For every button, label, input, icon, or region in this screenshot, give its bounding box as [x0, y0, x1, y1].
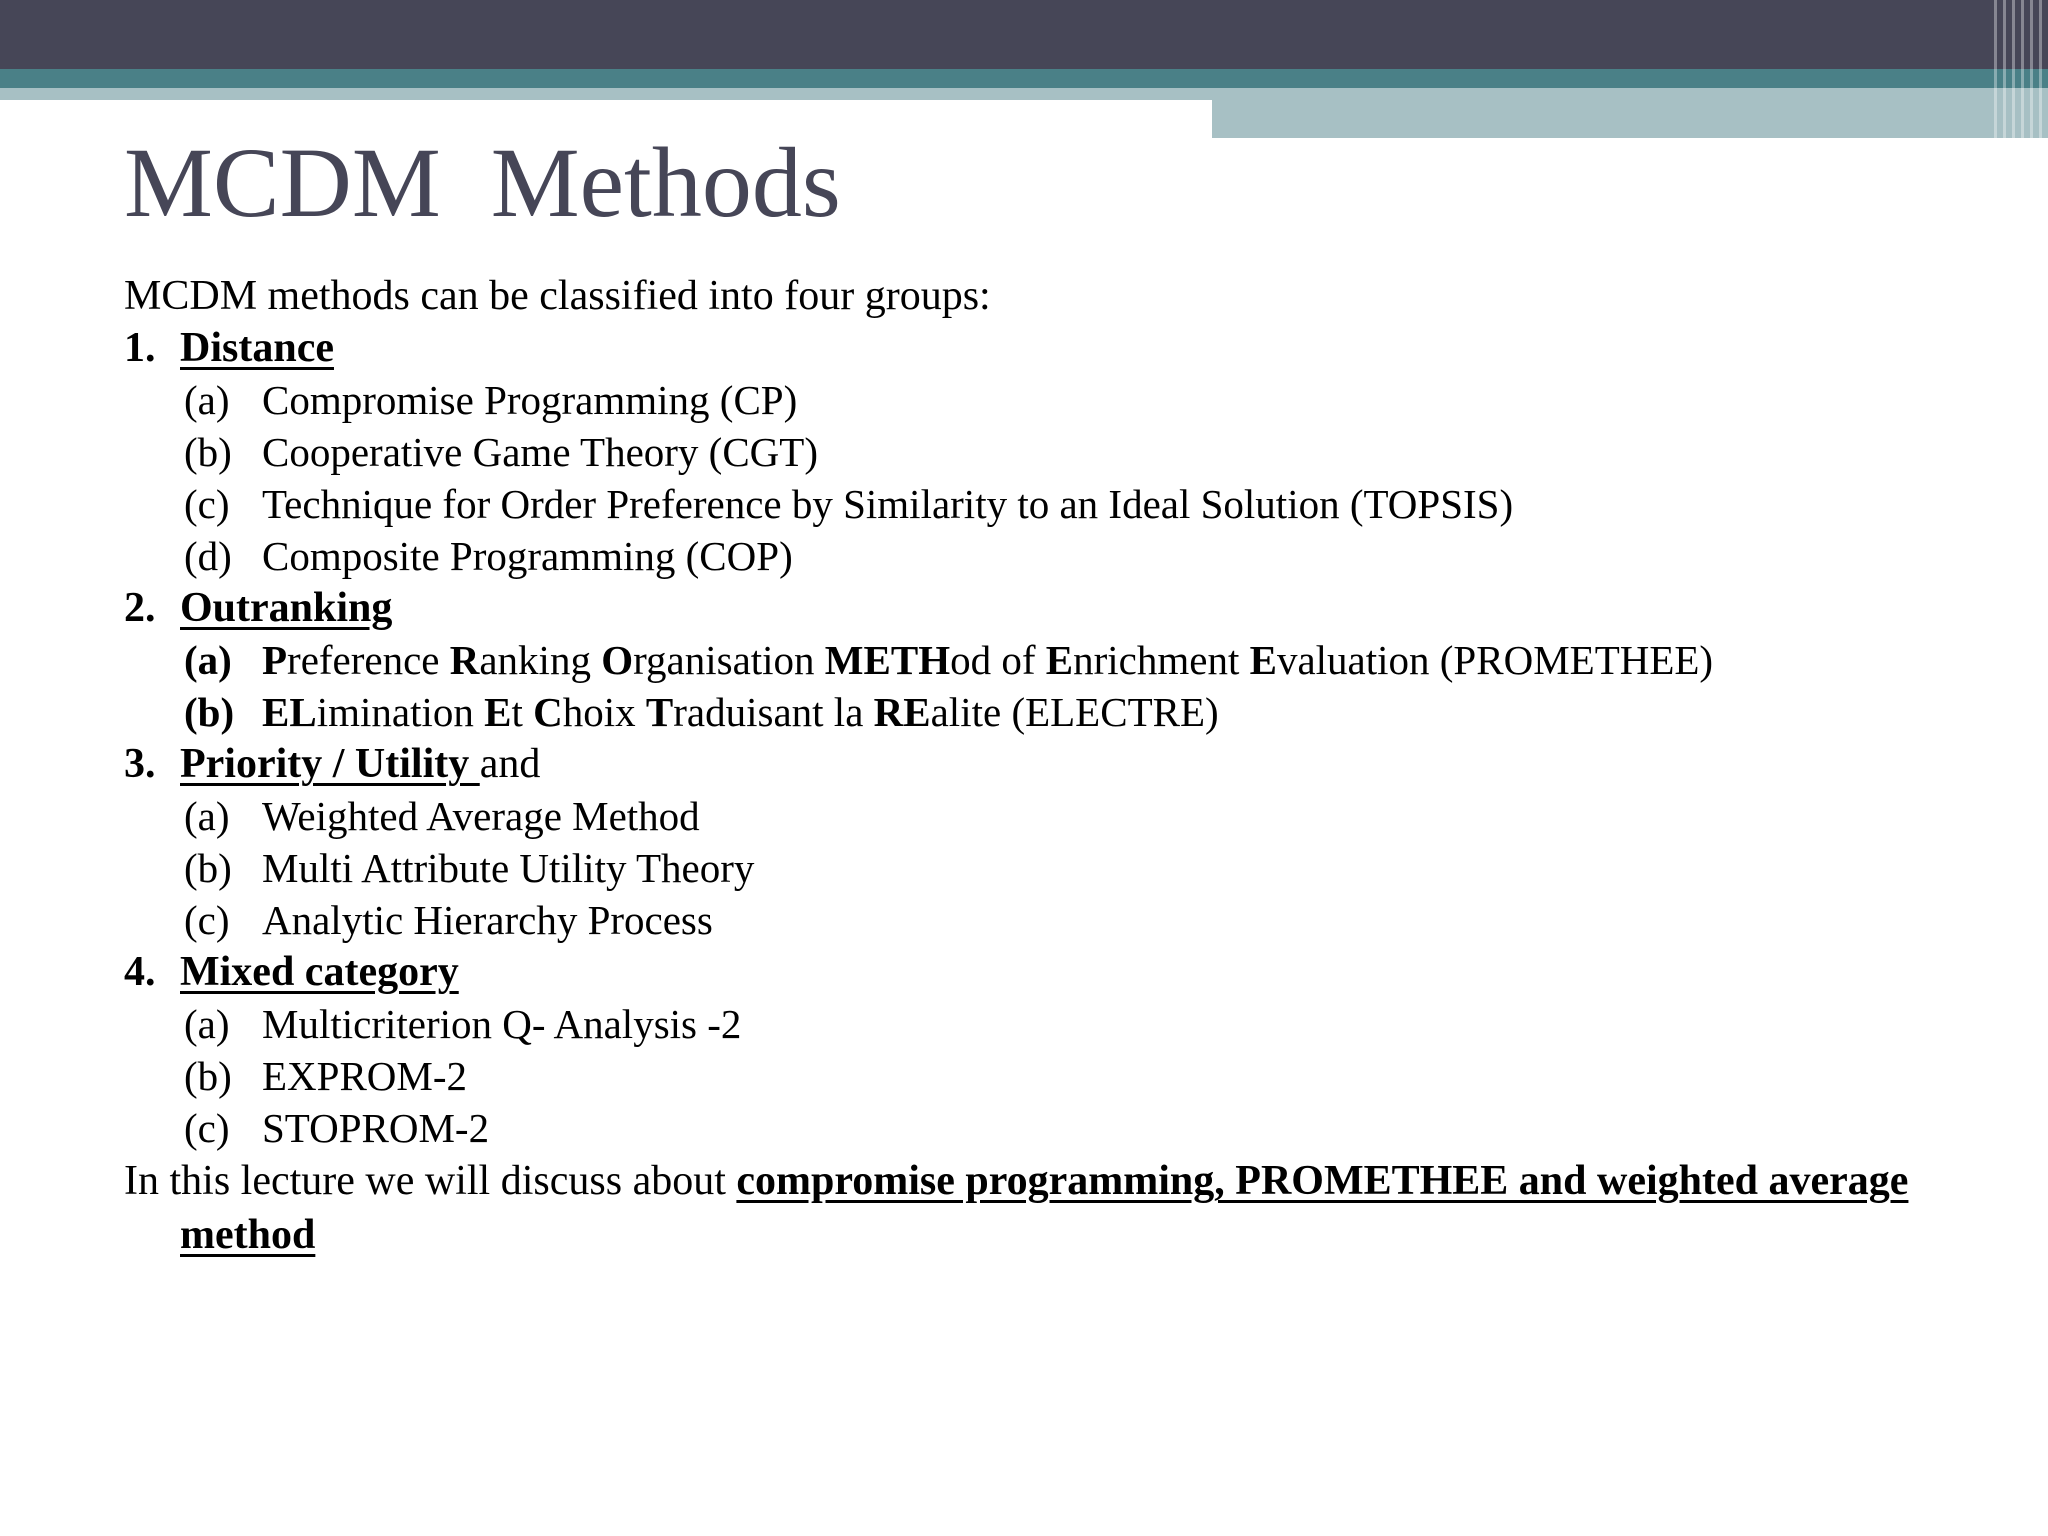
intro-text: MCDM methods can be classified into four groups: — [124, 273, 991, 319]
group-name: Outranking — [180, 585, 393, 631]
item-mark: (c) — [184, 897, 230, 943]
item-text: STOPROM-2 — [262, 1105, 490, 1151]
header-edge-stripes — [1988, 0, 2048, 138]
list-item — [124, 478, 1984, 530]
item-mark: (b) — [184, 689, 235, 735]
item-text: Compromise Programming (CP) — [262, 377, 798, 423]
item-text: Multicriterion Q- Analysis -2 — [262, 1001, 742, 1047]
conclusion-emphasis: compromise programming, PROMETHEE and weighted average method — [180, 1158, 1909, 1258]
list-item — [124, 530, 1984, 582]
header-dark-bar — [0, 0, 2048, 69]
group-heading-outranking — [124, 582, 1984, 634]
item-mark: (a) — [184, 1001, 230, 1047]
item-text: Weighted Average Method — [262, 793, 700, 839]
item-mark: (b) — [184, 845, 232, 891]
item-mark: (c) — [184, 1105, 230, 1151]
group-heading-mixed-category — [124, 946, 1984, 998]
group-heading-distance — [124, 322, 1984, 374]
item-mark: (b) — [184, 429, 232, 475]
slide-content — [124, 270, 1984, 1262]
item-text: Cooperative Game Theory (CGT) — [262, 429, 818, 475]
list-item — [124, 842, 1984, 894]
item-text: Composite Programming (COP) — [262, 533, 793, 579]
group-number: 2. — [124, 585, 156, 631]
list-item — [124, 426, 1984, 478]
list-item — [124, 374, 1984, 426]
slide-title: MCDM Methods — [124, 127, 841, 238]
list-item — [124, 1050, 1984, 1102]
header-light-bar-right — [1212, 88, 2048, 138]
group-name: Mixed category — [180, 949, 459, 995]
item-text: Technique for Order Preference by Similarity to an Ideal Solution (TOPSIS) — [262, 481, 1514, 527]
conclusion-prefix: In this lecture we will discuss about — [124, 1158, 737, 1204]
item-mark: (a) — [184, 637, 232, 683]
group-number: 1. — [124, 325, 156, 371]
item-mark: (c) — [184, 481, 230, 527]
item-text: Preference Ranking Organisation METHod of Enrichment Evaluation (PROMETHEE) — [262, 637, 1714, 683]
header-light-bar-left — [0, 88, 1212, 100]
item-mark: (b) — [184, 1053, 232, 1099]
group-number: 3. — [124, 741, 156, 787]
group-name: Priority / Utility — [180, 741, 480, 787]
conclusion-text — [124, 1154, 1980, 1262]
group-name: Distance — [180, 325, 334, 371]
group-heading-priority-utility — [124, 738, 1984, 790]
list-item — [124, 894, 1984, 946]
item-text: Analytic Hierarchy Process — [262, 897, 713, 943]
list-item — [124, 1102, 1984, 1154]
list-item-promethee — [124, 634, 1984, 686]
item-mark: (d) — [184, 533, 232, 579]
item-text: ELimination Et Choix Traduisant la REalite (ELECTRE) — [262, 689, 1219, 735]
item-text: EXPROM-2 — [262, 1053, 468, 1099]
group-name-tail: and — [479, 741, 541, 787]
group-number: 4. — [124, 949, 156, 995]
list-item — [124, 998, 1984, 1050]
list-item-electre — [124, 686, 1984, 738]
item-text: Multi Attribute Utility Theory — [262, 845, 755, 891]
list-item — [124, 790, 1984, 842]
item-mark: (a) — [184, 793, 230, 839]
item-mark: (a) — [184, 377, 230, 423]
header-teal-bar — [0, 69, 2048, 88]
